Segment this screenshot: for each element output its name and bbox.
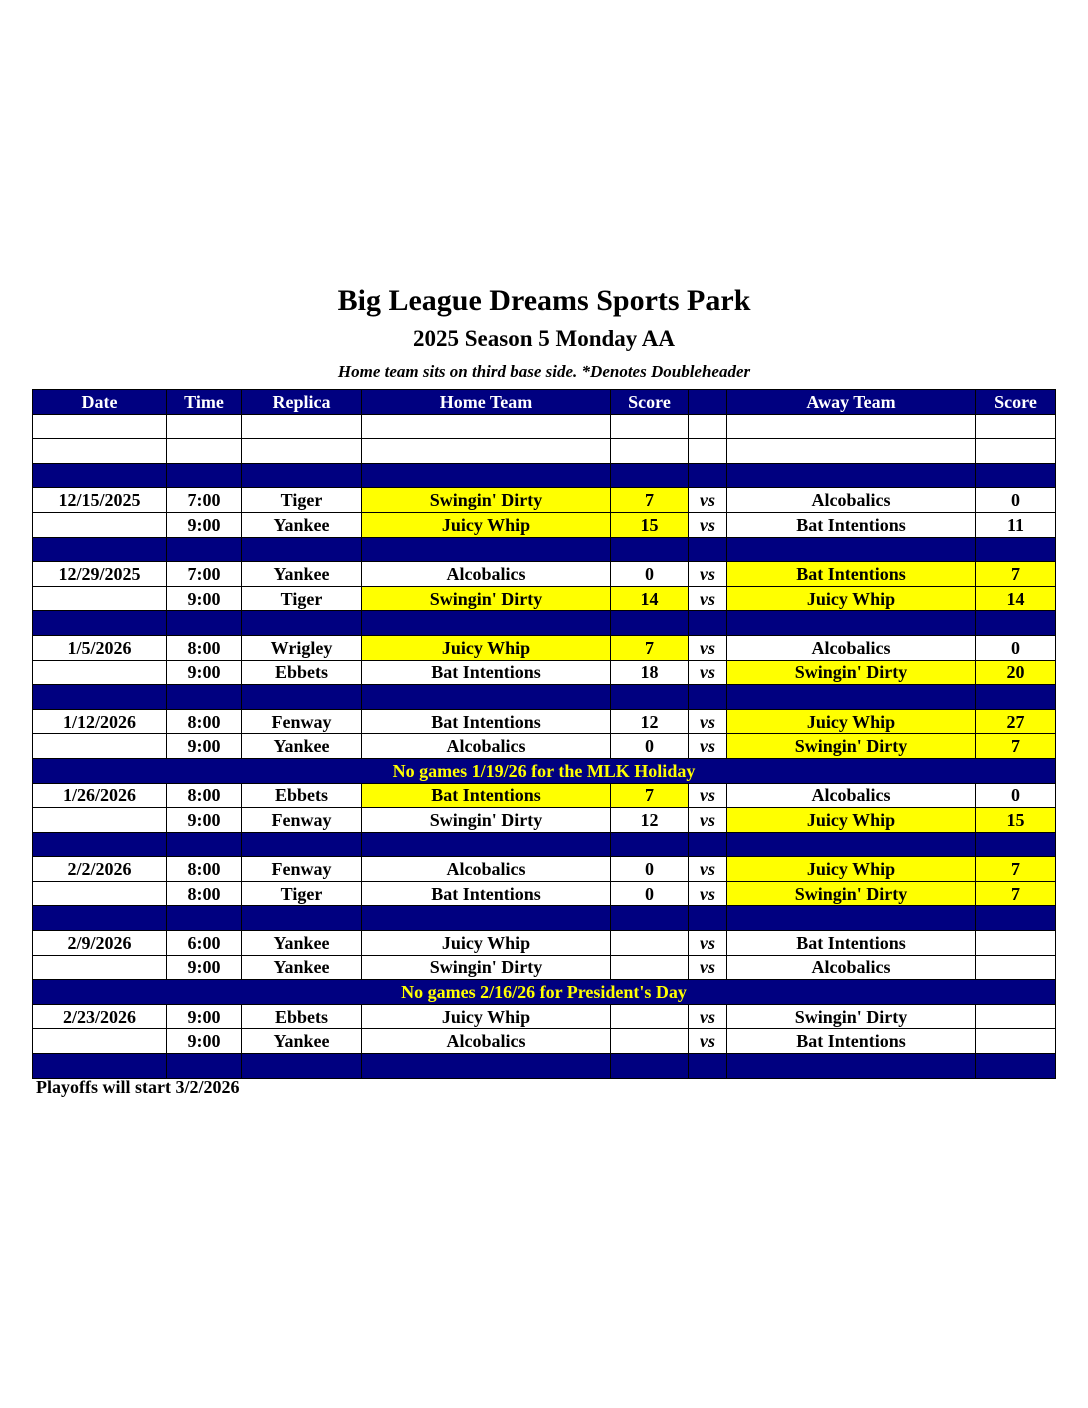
away-team-cell: Juicy Whip: [727, 808, 976, 833]
col-header-time: Time: [167, 390, 242, 415]
date-cell: 2/2/2026: [33, 857, 167, 882]
empty-cell: [167, 537, 242, 562]
vs-label: vs: [689, 488, 727, 513]
away-score-cell: 15: [976, 808, 1056, 833]
home-score-cell: 14: [611, 586, 689, 611]
empty-cell: [611, 414, 689, 439]
home-team-cell: Alcobalics: [362, 734, 611, 759]
home-team-cell: Juicy Whip: [362, 931, 611, 956]
away-score-cell: 14: [976, 586, 1056, 611]
home-score-cell: [611, 931, 689, 956]
date-cell: 12/15/2025: [33, 488, 167, 513]
home-score-cell: [611, 1004, 689, 1029]
game-row: [33, 512, 1056, 537]
time-cell: 9:00: [167, 734, 242, 759]
empty-cell: [976, 611, 1056, 636]
away-team-cell: Swingin' Dirty: [727, 881, 976, 906]
vs-label: vs: [689, 881, 727, 906]
game-row: [33, 881, 1056, 906]
time-cell: 7:00: [167, 562, 242, 587]
game-row: [33, 955, 1056, 980]
empty-cell: [242, 414, 362, 439]
home-team-cell: Bat Intentions: [362, 709, 611, 734]
empty-cell: [611, 685, 689, 710]
page-title: Big League Dreams Sports Park: [337, 284, 751, 317]
col-header-home-team: Home Team: [362, 390, 611, 415]
replica-cell: Ebbets: [242, 660, 362, 685]
away-score-cell: 11: [976, 512, 1056, 537]
home-score-cell: 15: [611, 512, 689, 537]
empty-cell: [362, 611, 611, 636]
empty-cell: [611, 537, 689, 562]
home-team-cell: Juicy Whip: [362, 512, 611, 537]
col-header-away-team: Away Team: [727, 390, 976, 415]
empty-cell: [33, 414, 167, 439]
empty-cell: [727, 685, 976, 710]
replica-cell: Yankee: [242, 562, 362, 587]
away-team-cell: Alcobalics: [727, 488, 976, 513]
vs-label: vs: [689, 931, 727, 956]
home-score-cell: [611, 1029, 689, 1054]
away-team-cell: Swingin' Dirty: [727, 660, 976, 685]
away-score-cell: [976, 1029, 1056, 1054]
empty-cell: [727, 439, 976, 464]
empty-cell: [689, 463, 727, 488]
empty-cell: [167, 1054, 242, 1079]
empty-cell: [727, 611, 976, 636]
schedule-table: [32, 389, 1056, 1079]
home-team-cell: Bat Intentions: [362, 783, 611, 808]
empty-cell: [976, 1054, 1056, 1079]
game-row: [33, 660, 1056, 685]
time-cell: 7:00: [167, 488, 242, 513]
empty-cell: [362, 832, 611, 857]
empty-cell: [362, 906, 611, 931]
empty-cell: [689, 1054, 727, 1079]
vs-label: vs: [689, 1004, 727, 1029]
holiday-note: No games 1/19/26 for the MLK Holiday: [33, 758, 1056, 783]
time-cell: 6:00: [167, 931, 242, 956]
col-header-replica: Replica: [242, 390, 362, 415]
time-cell: 9:00: [167, 1029, 242, 1054]
empty-cell: [727, 414, 976, 439]
separator-row: [33, 537, 1056, 562]
date-cell: [33, 734, 167, 759]
empty-cell: [976, 685, 1056, 710]
date-cell: [33, 512, 167, 537]
holiday-note-row: [33, 980, 1056, 1005]
separator-row: [33, 1054, 1056, 1079]
empty-cell: [167, 906, 242, 931]
home-team-cell: Alcobalics: [362, 857, 611, 882]
empty-cell: [611, 439, 689, 464]
empty-cell: [167, 611, 242, 636]
game-row: [33, 635, 1056, 660]
away-team-cell: Juicy Whip: [727, 857, 976, 882]
time-cell: 8:00: [167, 783, 242, 808]
empty-cell: [33, 439, 167, 464]
away-score-cell: [976, 931, 1056, 956]
home-team-cell: Alcobalics: [362, 1029, 611, 1054]
empty-cell: [727, 832, 976, 857]
empty-cell: [242, 1054, 362, 1079]
empty-cell: [167, 439, 242, 464]
empty-cell: [689, 832, 727, 857]
vs-label: vs: [689, 586, 727, 611]
vs-label: vs: [689, 562, 727, 587]
away-team-cell: Bat Intentions: [727, 1029, 976, 1054]
empty-cell: [33, 1054, 167, 1079]
date-cell: [33, 881, 167, 906]
home-team-cell: Juicy Whip: [362, 1004, 611, 1029]
replica-cell: Tiger: [242, 586, 362, 611]
home-team-cell: Swingin' Dirty: [362, 808, 611, 833]
away-score-cell: 7: [976, 881, 1056, 906]
date-cell: [33, 808, 167, 833]
separator-row: [33, 832, 1056, 857]
replica-cell: Fenway: [242, 808, 362, 833]
empty-cell: [242, 537, 362, 562]
date-cell: [33, 955, 167, 980]
away-score-cell: [976, 1004, 1056, 1029]
home-team-cell: Juicy Whip: [362, 635, 611, 660]
holiday-note: No games 2/16/26 for President's Day: [33, 980, 1056, 1005]
empty-cell: [727, 906, 976, 931]
blank-row: [33, 439, 1056, 464]
empty-cell: [689, 414, 727, 439]
time-cell: 9:00: [167, 586, 242, 611]
empty-cell: [242, 439, 362, 464]
replica-cell: Tiger: [242, 488, 362, 513]
empty-cell: [976, 906, 1056, 931]
time-cell: 8:00: [167, 857, 242, 882]
time-cell: 8:00: [167, 635, 242, 660]
home-team-cell: Bat Intentions: [362, 660, 611, 685]
time-cell: 8:00: [167, 881, 242, 906]
table-header-row: [33, 390, 1056, 415]
empty-cell: [976, 832, 1056, 857]
date-cell: 2/9/2026: [33, 931, 167, 956]
time-cell: 9:00: [167, 808, 242, 833]
empty-cell: [362, 1054, 611, 1079]
col-header-away-score: Score: [976, 390, 1056, 415]
empty-cell: [362, 414, 611, 439]
empty-cell: [611, 611, 689, 636]
schedule-body: [33, 414, 1056, 1078]
away-score-cell: 0: [976, 635, 1056, 660]
schedule-note: Home team sits on third base side. *Denotes Doubleheader: [337, 362, 751, 381]
away-team-cell: Juicy Whip: [727, 586, 976, 611]
empty-cell: [976, 537, 1056, 562]
separator-row: [33, 611, 1056, 636]
empty-cell: [689, 611, 727, 636]
home-score-cell: 7: [611, 635, 689, 660]
vs-label: vs: [689, 1029, 727, 1054]
vs-label: vs: [689, 783, 727, 808]
empty-cell: [362, 463, 611, 488]
home-score-cell: 0: [611, 734, 689, 759]
replica-cell: Wrigley: [242, 635, 362, 660]
away-score-cell: [976, 955, 1056, 980]
home-score-cell: 0: [611, 562, 689, 587]
replica-cell: Yankee: [242, 931, 362, 956]
home-score-cell: 0: [611, 881, 689, 906]
date-cell: 1/5/2026: [33, 635, 167, 660]
empty-cell: [242, 611, 362, 636]
date-cell: [33, 586, 167, 611]
replica-cell: Yankee: [242, 955, 362, 980]
empty-cell: [611, 906, 689, 931]
home-team-cell: Swingin' Dirty: [362, 488, 611, 513]
game-row: [33, 1029, 1056, 1054]
away-team-cell: Alcobalics: [727, 955, 976, 980]
away-score-cell: 0: [976, 783, 1056, 808]
game-row: [33, 734, 1056, 759]
away-team-cell: Alcobalics: [727, 783, 976, 808]
date-cell: 2/23/2026: [33, 1004, 167, 1029]
empty-cell: [242, 463, 362, 488]
replica-cell: Ebbets: [242, 783, 362, 808]
empty-cell: [976, 414, 1056, 439]
empty-cell: [362, 537, 611, 562]
replica-cell: Fenway: [242, 857, 362, 882]
home-team-cell: Swingin' Dirty: [362, 955, 611, 980]
vs-label: vs: [689, 660, 727, 685]
vs-label: vs: [689, 955, 727, 980]
home-team-cell: Bat Intentions: [362, 881, 611, 906]
away-score-cell: 7: [976, 734, 1056, 759]
empty-cell: [362, 439, 611, 464]
empty-cell: [33, 537, 167, 562]
home-score-cell: 7: [611, 783, 689, 808]
date-cell: [33, 1029, 167, 1054]
empty-cell: [242, 685, 362, 710]
vs-label: vs: [689, 635, 727, 660]
home-score-cell: 18: [611, 660, 689, 685]
away-score-cell: 20: [976, 660, 1056, 685]
col-header-date: Date: [33, 390, 167, 415]
empty-cell: [689, 439, 727, 464]
game-row: [33, 808, 1056, 833]
away-team-cell: Juicy Whip: [727, 709, 976, 734]
date-cell: 1/26/2026: [33, 783, 167, 808]
replica-cell: Fenway: [242, 709, 362, 734]
empty-cell: [611, 832, 689, 857]
separator-row: [33, 685, 1056, 710]
vs-label: vs: [689, 857, 727, 882]
away-team-cell: Swingin' Dirty: [727, 1004, 976, 1029]
empty-cell: [611, 463, 689, 488]
replica-cell: Yankee: [242, 734, 362, 759]
replica-cell: Yankee: [242, 512, 362, 537]
empty-cell: [33, 906, 167, 931]
date-cell: 1/12/2026: [33, 709, 167, 734]
replica-cell: Ebbets: [242, 1004, 362, 1029]
time-cell: 9:00: [167, 955, 242, 980]
game-row: [33, 586, 1056, 611]
home-team-cell: Swingin' Dirty: [362, 586, 611, 611]
home-score-cell: 7: [611, 488, 689, 513]
empty-cell: [362, 685, 611, 710]
empty-cell: [727, 463, 976, 488]
vs-label: vs: [689, 734, 727, 759]
game-row: [33, 488, 1056, 513]
vs-label: vs: [689, 808, 727, 833]
date-cell: 12/29/2025: [33, 562, 167, 587]
separator-row: [33, 463, 1056, 488]
game-row: [33, 857, 1056, 882]
vs-label: vs: [689, 709, 727, 734]
vs-label: vs: [689, 512, 727, 537]
empty-cell: [689, 906, 727, 931]
game-row: [33, 709, 1056, 734]
empty-cell: [727, 537, 976, 562]
home-team-cell: Alcobalics: [362, 562, 611, 587]
time-cell: 9:00: [167, 1004, 242, 1029]
time-cell: 8:00: [167, 709, 242, 734]
replica-cell: Tiger: [242, 881, 362, 906]
empty-cell: [976, 463, 1056, 488]
game-row: [33, 783, 1056, 808]
empty-cell: [611, 1054, 689, 1079]
date-cell: [33, 660, 167, 685]
home-score-cell: 12: [611, 808, 689, 833]
away-score-cell: 0: [976, 488, 1056, 513]
game-row: [33, 562, 1056, 587]
empty-cell: [167, 685, 242, 710]
time-cell: 9:00: [167, 660, 242, 685]
empty-cell: [33, 685, 167, 710]
away-team-cell: Swingin' Dirty: [727, 734, 976, 759]
empty-cell: [33, 463, 167, 488]
away-score-cell: 27: [976, 709, 1056, 734]
home-score-cell: 12: [611, 709, 689, 734]
empty-cell: [33, 611, 167, 636]
empty-cell: [727, 1054, 976, 1079]
empty-cell: [242, 906, 362, 931]
empty-cell: [167, 463, 242, 488]
empty-cell: [242, 832, 362, 857]
away-score-cell: 7: [976, 857, 1056, 882]
blank-row: [33, 414, 1056, 439]
replica-cell: Yankee: [242, 1029, 362, 1054]
empty-cell: [976, 439, 1056, 464]
empty-cell: [689, 685, 727, 710]
away-team-cell: Bat Intentions: [727, 512, 976, 537]
empty-cell: [33, 832, 167, 857]
home-score-cell: 0: [611, 857, 689, 882]
game-row: [33, 931, 1056, 956]
holiday-note-row: [33, 758, 1056, 783]
away-score-cell: 7: [976, 562, 1056, 587]
separator-row: [33, 906, 1056, 931]
time-cell: 9:00: [167, 512, 242, 537]
col-header-home-score: Score: [611, 390, 689, 415]
game-row: [33, 1004, 1056, 1029]
empty-cell: [167, 414, 242, 439]
page-subtitle: 2025 Season 5 Monday AA: [413, 326, 675, 351]
empty-cell: [689, 537, 727, 562]
playoffs-note: Playoffs will start 3/2/2026: [36, 1077, 240, 1097]
away-team-cell: Alcobalics: [727, 635, 976, 660]
away-team-cell: Bat Intentions: [727, 931, 976, 956]
col-header-vs: [689, 390, 727, 415]
home-score-cell: [611, 955, 689, 980]
away-team-cell: Bat Intentions: [727, 562, 976, 587]
empty-cell: [167, 832, 242, 857]
